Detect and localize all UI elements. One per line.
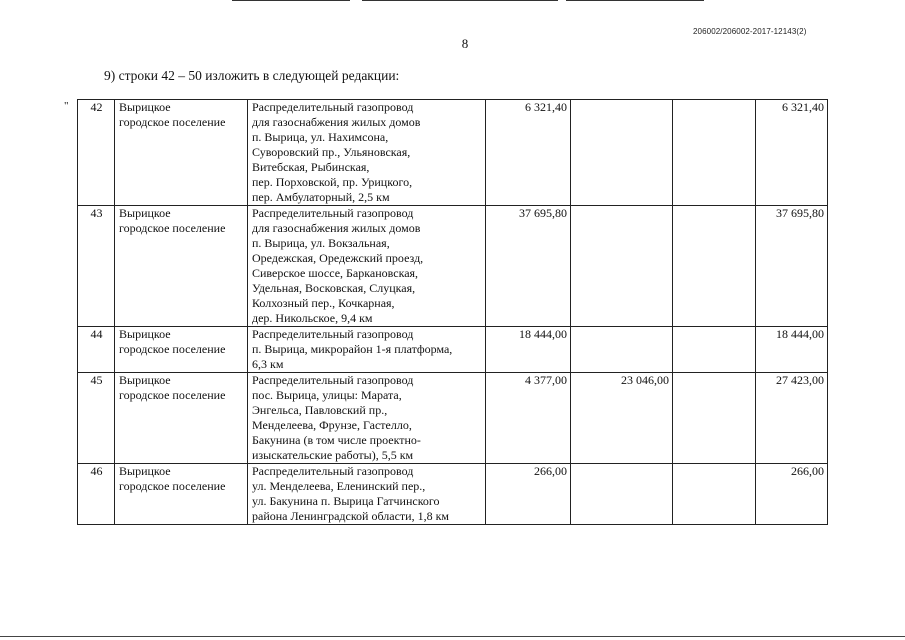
document-id: 206002/206002-2017-12143(2) xyxy=(693,27,807,36)
opening-quote-mark: " xyxy=(64,100,69,112)
description-cell-line: дер. Никольское, 9,4 км xyxy=(252,311,373,325)
description-cell-line: для газоснабжения жилых домов xyxy=(252,221,421,235)
settlement-cell xyxy=(115,464,248,525)
settlement-cell-line: городское поселение xyxy=(119,221,226,235)
description-cell-line: для газоснабжения жилых домов xyxy=(252,115,421,129)
description-cell-line: Распределительный газопровод xyxy=(252,464,414,478)
description-cell-line: Суворовский пр., Ульяновская, xyxy=(252,145,411,159)
description-cell-line: ул. Менделеева, Еленинский пер., xyxy=(252,479,426,493)
settlement-cell-line: Вырицкое xyxy=(119,206,171,220)
settlement-cell xyxy=(115,373,248,464)
settlement-cell-line: Вырицкое xyxy=(119,100,171,114)
table-row xyxy=(78,206,828,327)
total-cell: 37 695,80 xyxy=(756,206,828,327)
description-cell xyxy=(248,327,486,373)
amount-2-cell xyxy=(571,327,673,373)
table-row xyxy=(78,100,828,206)
description-cell-line: Распределительный газопровод xyxy=(252,206,414,220)
total-cell: 266,00 xyxy=(756,464,828,525)
total-cell: 18 444,00 xyxy=(756,327,828,373)
description-cell xyxy=(248,373,486,464)
description-cell-line: Бакунина (в том числе проектно- xyxy=(252,433,421,447)
table-row xyxy=(78,327,828,373)
amount-2-cell xyxy=(571,100,673,206)
description-cell-line: 6,3 км xyxy=(252,357,284,371)
table-row xyxy=(78,464,828,525)
settlement-cell-line: Вырицкое xyxy=(119,373,171,387)
description-cell-line: Распределительный газопровод xyxy=(252,100,414,114)
settlement-cell-line: Вырицкое xyxy=(119,464,171,478)
row-number-cell: 46 xyxy=(78,464,115,525)
amended-rows-table xyxy=(77,99,828,525)
settlement-cell-line: городское поселение xyxy=(119,115,226,129)
description-cell-line: пер. Амбулаторный, 2,5 км xyxy=(252,190,390,204)
settlement-cell xyxy=(115,206,248,327)
description-cell-line: Витебская, Рыбинская, xyxy=(252,160,370,174)
description-cell-line: Распределительный газопровод xyxy=(252,373,414,387)
settlement-cell xyxy=(115,327,248,373)
description-cell-line: Менделеева, Фрунзе, Гастелло, xyxy=(252,418,412,432)
row-number-cell: 44 xyxy=(78,327,115,373)
description-cell-line: Оредежская, Оредежский проезд, xyxy=(252,251,424,265)
amount-3-cell xyxy=(673,373,756,464)
description-cell xyxy=(248,206,486,327)
scan-top-line xyxy=(362,0,558,1)
scan-bottom-line xyxy=(0,636,905,637)
page-number: 8 xyxy=(461,36,469,51)
description-cell-line: пос. Вырица, улицы: Марата, xyxy=(252,388,402,402)
description-cell-line: п. Вырица, ул. Вокзальная, xyxy=(252,236,390,250)
amount-3-cell xyxy=(673,464,756,525)
description-cell-line: Распределительный газопровод xyxy=(252,327,414,341)
description-cell-line: Сиверское шоссе, Баркановская, xyxy=(252,266,419,280)
description-cell-line: Колхозный пер., Кочкарная, xyxy=(252,296,395,310)
amount-2-cell xyxy=(571,206,673,327)
description-cell-line: п. Вырица, ул. Нахимсона, xyxy=(252,130,389,144)
settlement-cell-line: городское поселение xyxy=(119,342,226,356)
amendment-intro: 9) строки 42 – 50 изложить в следующей редакции: xyxy=(104,68,400,83)
amount-3-cell xyxy=(673,100,756,206)
amount-2-cell xyxy=(571,464,673,525)
row-number-cell: 45 xyxy=(78,373,115,464)
total-cell: 6 321,40 xyxy=(756,100,828,206)
amount-1-cell: 4 377,00 xyxy=(486,373,571,464)
amount-3-cell xyxy=(673,206,756,327)
amount-1-cell: 6 321,40 xyxy=(486,100,571,206)
amount-1-cell: 266,00 xyxy=(486,464,571,525)
settlement-cell-line: городское поселение xyxy=(119,388,226,402)
description-cell-line: Удельная, Восковская, Слуцкая, xyxy=(252,281,416,295)
description-cell-line: ул. Бакунина п. Вырица Гатчинского xyxy=(252,494,440,508)
scan-top-line xyxy=(232,0,350,1)
amount-1-cell: 37 695,80 xyxy=(486,206,571,327)
description-cell-line: пер. Порховской, пр. Урицкого, xyxy=(252,175,413,189)
description-cell xyxy=(248,464,486,525)
row-number-cell: 42 xyxy=(78,100,115,206)
amount-3-cell xyxy=(673,327,756,373)
description-cell-line: района Ленинградской области, 1,8 км xyxy=(252,509,450,523)
settlement-cell xyxy=(115,100,248,206)
row-number-cell: 43 xyxy=(78,206,115,327)
amount-1-cell: 18 444,00 xyxy=(486,327,571,373)
amount-2-cell: 23 046,00 xyxy=(571,373,673,464)
description-cell xyxy=(248,100,486,206)
description-cell-line: п. Вырица, микрорайон 1-я платформа, xyxy=(252,342,453,356)
table-body xyxy=(78,100,828,525)
settlement-cell-line: Вырицкое xyxy=(119,327,171,341)
description-cell-line: Энгельса, Павловский пр., xyxy=(252,403,388,417)
scan-top-line xyxy=(566,0,704,1)
table-row xyxy=(78,373,828,464)
settlement-cell-line: городское поселение xyxy=(119,479,226,493)
description-cell-line: изыскательские работы), 5,5 км xyxy=(252,448,414,462)
total-cell: 27 423,00 xyxy=(756,373,828,464)
